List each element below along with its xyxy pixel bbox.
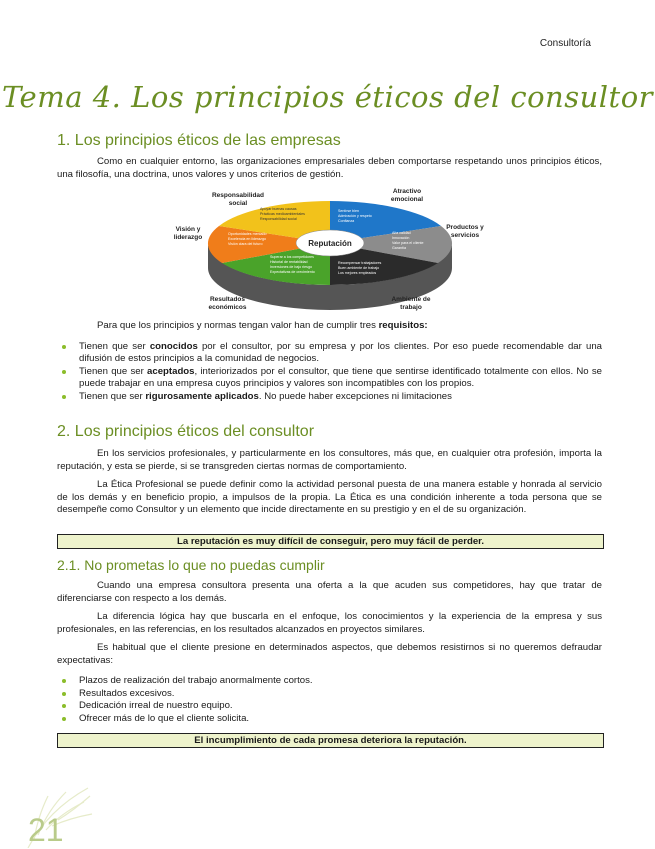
seg-yellow-2: Prácticas medioambientales <box>260 212 305 216</box>
label-ambiente: Ambiente de trabajo <box>391 296 431 311</box>
seg-yellow-3: Responsabilidad social <box>260 217 297 221</box>
list-item: Resultados excesivos. <box>79 688 602 701</box>
seg-dark-3: Los mejores empleados <box>338 271 377 275</box>
label-responsabilidad: Responsabilidad social <box>211 192 264 207</box>
seg-green-2: Historial de rentabilidad <box>270 260 308 264</box>
seg-orange-3: Visión clara del futuro <box>228 242 263 246</box>
list-item: Ofrecer más de lo que el cliente solicita. <box>79 713 602 726</box>
seg-dark-1: Recompensar trabajadores <box>338 261 382 265</box>
section-2-heading: 2. Los principios éticos del consultor <box>57 423 315 440</box>
item-bold: aceptados <box>147 365 195 377</box>
seg-blue-2: Admiración y respeto <box>338 214 372 218</box>
section-1-intro: Como en cualquier entorno, las organizaciones empresariales deben comportarse respetando unos principios éticos, una filosofía, una doctrina, unos valores y unos criterios de gestión. <box>57 156 602 180</box>
seg-grey-1: Alta calidad <box>392 231 411 235</box>
wheel-center-label: Reputación <box>308 239 352 248</box>
item-bold: rigurosamente aplicados <box>145 390 259 402</box>
section-2-1-p1: Cuando una empresa consultora presenta una oferta a la que acuden sus competidores, hay que tratar de diferenciarse con respecto a los demás. <box>57 580 602 604</box>
list-item <box>79 366 602 391</box>
section-2 <box>57 422 602 517</box>
requisitos-text: Para que los principios y normas tengan valor han de cumplir tres <box>97 320 379 331</box>
seg-dark-2: Buen ambiente de trabajo <box>338 266 380 270</box>
page-number: 21 <box>28 812 64 848</box>
item-text: . No puede haber excepciones ni limitaciones <box>258 390 452 402</box>
seg-orange-2: Excelencia en liderazgo <box>228 237 266 241</box>
requisitos-bold: requisitos: <box>378 320 428 331</box>
section-1 <box>57 131 602 181</box>
pressure-list <box>57 675 602 725</box>
seg-yellow-1: Apoyar buenas causas <box>260 207 297 211</box>
item-text: , interiorizados por el consultor, que tiene que sentirse identificado totalmente con ellos. No se puede trabajar en una empresa cuyos principios y valores son incompatibles con los propios. <box>79 365 602 389</box>
seg-green-4: Expectativas de crecimiento <box>270 270 315 274</box>
item-text: por el consultor, por su empresa y por los clientes. Por eso puede recomendable dar una difusión de estos principios a la comunidad de negocios. <box>79 340 602 364</box>
label-resultados: Resultados económicos <box>208 296 247 311</box>
list-item <box>79 391 602 404</box>
requisitos-list <box>57 341 602 404</box>
list-item: Plazos de realización del trabajo anormalmente cortos. <box>79 675 602 688</box>
seg-green-1: Superar a los competidores <box>270 255 314 259</box>
section-2-1-p2: La diferencia lógica hay que buscarla en el enfoque, los conocimientos y la experiencia de la empresa y sus profesionales, en las referencias, en los resultados alcanzados en proyectos similares. <box>57 611 602 635</box>
list-item <box>79 341 602 366</box>
item-text: Tienen que ser <box>79 390 146 402</box>
label-vision: Visión y liderazgo <box>173 226 203 241</box>
item-bold: conocidos <box>149 340 198 352</box>
label-atractivo: Atractivo emocional <box>390 188 424 203</box>
item-text: Tienen que ser <box>79 365 148 377</box>
seg-blue-1: Sentirse bien <box>338 209 359 213</box>
running-header: Consultoría <box>539 38 591 49</box>
section-2-1-heading: 2.1. No prometas lo que no puedas cumplir <box>57 557 325 573</box>
callout-reputation: La reputación es muy difícil de conseguir, pero muy fácil de perder. <box>57 534 604 549</box>
label-productos: Productos y servicios <box>446 224 484 239</box>
seg-blue-3: Confianza <box>338 219 355 223</box>
section-2-p1: En los servicios profesionales, y particularmente en los consultores, más que, en cualquier otra profesión, importa la reputación, y esta se pierde, si se transgreden ciertas normas de comportamiento. <box>57 448 602 472</box>
requisitos-intro <box>57 320 602 333</box>
section-2-1-p3: Es habitual que el cliente presione en determinados aspectos, que debemos resistirnos si no queremos defraudar expectativas: <box>57 642 602 666</box>
seg-grey-2: Innovación <box>392 236 410 240</box>
seg-orange-1: Oportunidades mercado <box>228 232 267 236</box>
item-text: Tienen que ser <box>79 340 150 352</box>
callout-promise: El incumplimiento de cada promesa deteriora la reputación. <box>57 733 604 748</box>
seg-grey-4: Garantía <box>392 246 406 250</box>
seg-green-3: Inversiones de bajo riesgo <box>270 265 312 269</box>
requisitos-block <box>57 320 602 403</box>
section-2-1 <box>57 556 602 725</box>
reputation-diagram <box>170 188 490 318</box>
seg-grey-3: Valor para el cliente <box>392 241 424 245</box>
list-item: Dedicación irreal de nuestro equipo. <box>79 700 602 713</box>
section-2-p2: La Ética Profesional se puede definir como la actividad personal puesta de una manera estable y honrada al servicio de los demás y en beneficio propio, a impulsos de la propia. La Ética es una condición inherente a toda persona que se desempeñe como Consultor y un elemento que incide directamente en su prestigio y en el de su organización. <box>57 479 602 515</box>
page-title: Tema 4. Los principios éticos del consultor <box>1 80 654 114</box>
section-1-heading: 1. Los principios éticos de las empresas <box>57 132 341 149</box>
